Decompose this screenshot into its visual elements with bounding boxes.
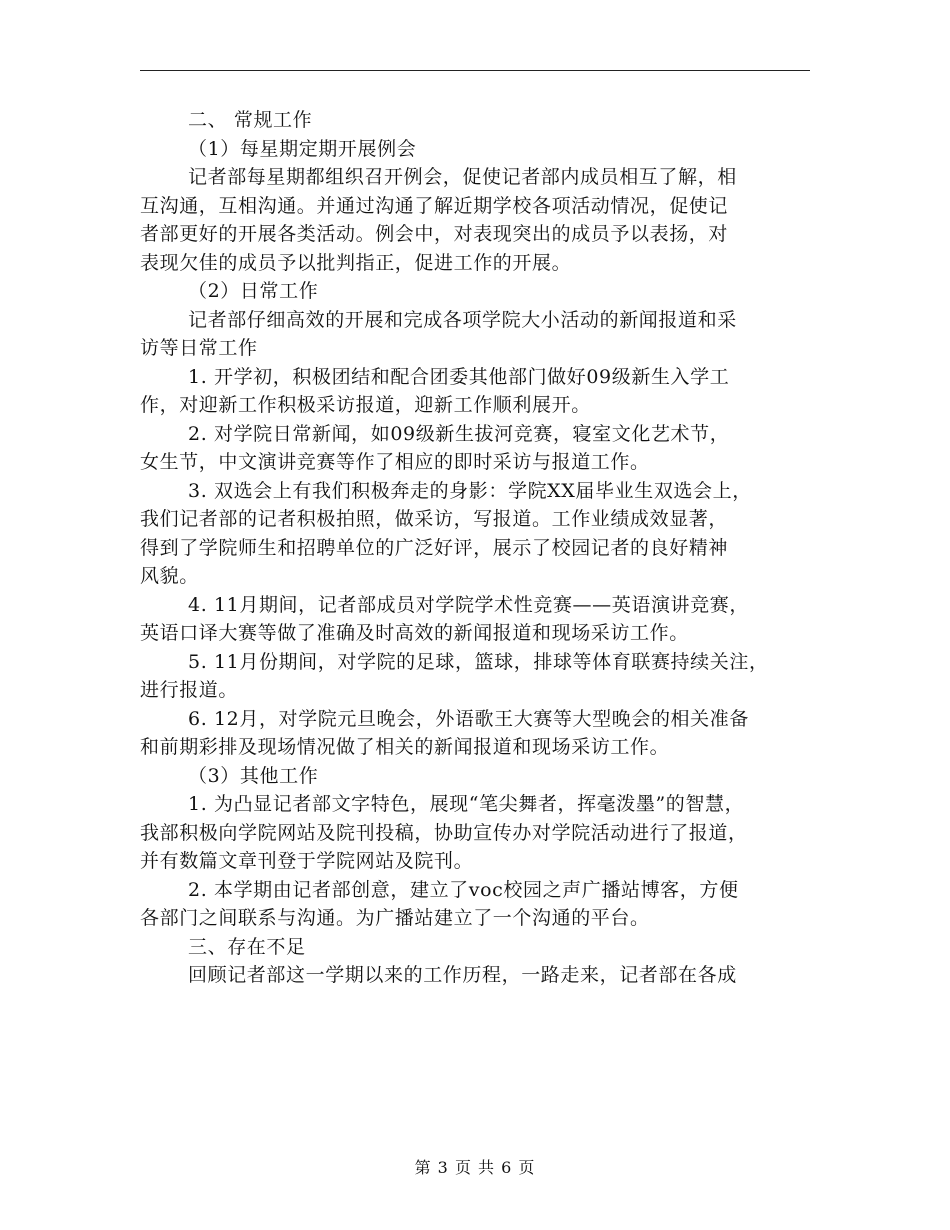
page-footer: 第 3 页 共 6 页	[414, 1158, 536, 1177]
text-line: 并有数篇文章刊登于学院网站及院刊。	[140, 850, 474, 872]
text-line: 作，对迎新工作积极采访报道，迎新工作顺利展开。	[140, 394, 591, 416]
text-line: 2. 对学院日常新闻，如09级新生拔河竞赛，寝室文化艺术节，	[188, 422, 730, 445]
text-line: 记者部仔细高效的开展和完成各项学院大小活动的新闻报道和采	[188, 308, 737, 331]
text-line: 二、 常规工作	[188, 109, 313, 131]
text-line: 风貌。	[140, 565, 199, 587]
text-line: 2. 本学期由记者部创意，建立了voc校园之声广播站博客，方便	[188, 878, 739, 901]
text-line: 3. 双选会上有我们积极奔走的身影：学院XX届毕业生双选会上，	[188, 479, 752, 502]
text-line: 各部门之间联系与沟通。为广播站建立了一个沟通的平台。	[140, 907, 650, 929]
text-line: 互沟通，互相沟通。并通过沟通了解近期学校各项活动情况，促使记	[140, 194, 729, 217]
text-line: 5. 11月份期间，对学院的足球，篮球，排球等体育联赛持续关注，	[188, 650, 769, 673]
text-line: 1. 为凸显记者部文字特色，展现“笔尖舞者，挥毫泼墨”的智慧，	[188, 793, 745, 815]
text-line: 访等日常工作	[140, 337, 258, 359]
text-line: 得到了学院师生和招聘单位的广泛好评，展示了校园记者的良好精神	[140, 536, 729, 559]
text-line: （2）日常工作	[188, 280, 319, 302]
text-line: 英语口译大赛等做了准确及时高效的新闻报道和现场采访工作。	[140, 622, 689, 644]
text-line: 记者部每星期都组织召开例会，促使记者部内成员相互了解，相	[188, 166, 737, 188]
text-line: 女生节，中文演讲竞赛等作了相应的即时采访与报道工作。	[140, 451, 650, 473]
text-line: （3）其他工作	[188, 764, 319, 787]
text-line: 表现欠佳的成员予以批判指正，促进工作的开展。	[140, 251, 572, 274]
text-line: 进行报道。	[140, 679, 239, 701]
text-line: 6. 12月，对学院元旦晚会，外语歌王大赛等大型晚会的相关准备	[188, 707, 749, 730]
text-line: 回顾记者部这一学期以来的工作历程，一路走来，记者部在各成	[188, 964, 737, 986]
text-line: 三、存在不足	[188, 935, 306, 958]
text-line: 4. 11月期间，记者部成员对学院学术性竞赛——英语演讲竞赛，	[188, 593, 749, 616]
header-rule	[140, 70, 810, 71]
document-body	[140, 106, 810, 990]
text-line: 1. 开学初，积极团结和配合团委其他部门做好09级新生入学工	[188, 365, 730, 388]
text-line: 和前期彩排及现场情况做了相关的新闻报道和现场采访工作。	[140, 736, 670, 758]
text-line: 我部积极向学院网站及院刊投稿，协助宣传办对学院活动进行了报道，	[140, 821, 748, 844]
text-line: （1）每星期定期开展例会	[188, 137, 417, 160]
text-line: 我们记者部的记者积极拍照，做采访，写报道。工作业绩成效显著，	[140, 508, 729, 530]
text-line: 者部更好的开展各类活动。例会中，对表现突出的成员予以表扬，对	[140, 223, 729, 245]
